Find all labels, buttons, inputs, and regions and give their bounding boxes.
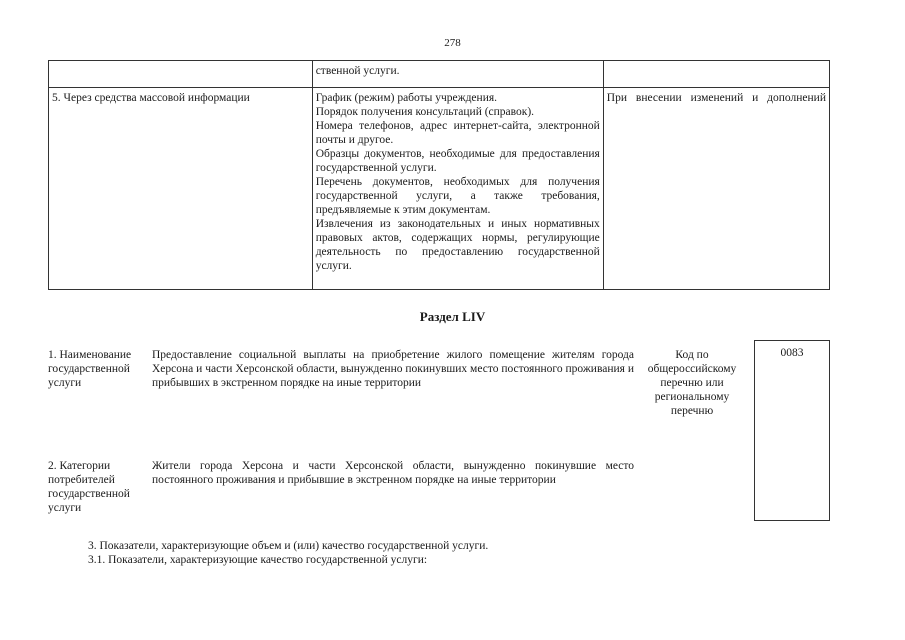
- code-value: 0083: [780, 347, 804, 359]
- item2-label: 2. Категории потребителей государственной услуги: [48, 460, 130, 514]
- item1-label: 1. Наименование государственной услуги: [48, 349, 132, 389]
- info-table: [48, 60, 830, 290]
- table-row-media: [49, 88, 830, 290]
- content-line-extracts: Извлечения из законодательных и иных нормативных правовых актов, содержащих нормы, регулирующие деятельность по предоставлению государственной услуги.: [315, 218, 600, 272]
- section-title: Раздел LIV: [419, 309, 486, 324]
- frequency-cell: При внесении изменений и дополнений: [603, 88, 829, 290]
- item1-text: Предоставление социальной выплаты на приобретение жилого помещение жителям города Херсона и части Херсонской области, вынужденно покинувших место постоянного проживания и прибывших в экстренном порядке на иные территории: [152, 349, 634, 389]
- table-cell-continuation: ственной услуги.: [312, 61, 603, 88]
- content-line-consultations: Порядок получения консультаций (справок).: [315, 106, 535, 118]
- content-cell: [312, 88, 603, 290]
- code-value-box: [754, 340, 830, 521]
- content-line-samples: Образцы документов, необходимые для предоставления государственной услуги.: [315, 148, 600, 174]
- item2-text: Жители города Херсона и части Херсонской области, вынужденно покинувшие место постоянного проживания и прибывшие в экстренном порядке на иные территории: [152, 460, 634, 486]
- indicators-subheading: 3.1. Показатели, характеризующие качество государственной услуги:: [88, 554, 428, 566]
- table-cell-empty: [49, 61, 313, 88]
- content-line-contacts: Номера телефонов, адрес интернет-сайта, электронной почты и другое.: [315, 120, 600, 146]
- table-cell-empty: [603, 61, 829, 88]
- indicators-heading: 3. Показатели, характеризующие объем и (или) качество государственной услуги.: [88, 540, 489, 552]
- code-label: Код по общероссийскому перечню или региональному перечню: [647, 349, 737, 417]
- table-row-continuation: [49, 61, 830, 88]
- method-cell: 5. Через средства массовой информации: [49, 88, 313, 290]
- page-number: 278: [444, 37, 461, 49]
- content-line-schedule: График (режим) работы учреждения.: [315, 92, 498, 104]
- content-line-documents: Перечень документов, необходимых для получения государственной услуги, а также требования, предъявляемые к этим документам.: [315, 176, 600, 216]
